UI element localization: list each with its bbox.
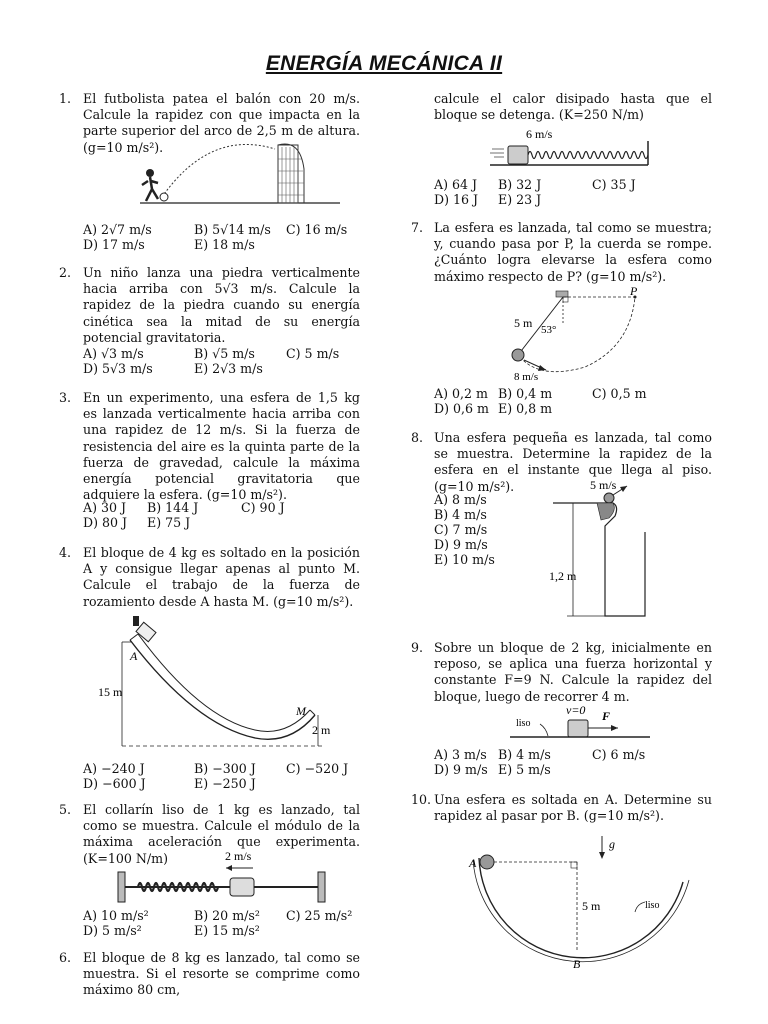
label-m: M (296, 704, 306, 718)
label-15m: 15 m (98, 685, 123, 699)
problem-1-option-d: D) 17 m/s (83, 237, 145, 252)
problem-9-text: Sobre un bloque de 2 kg, inicialmente en reposo, se aplica una fuerza horizontal y constante F=9 N. Calcule la rapidez del bloque, luego de recorrer 4 m. (434, 640, 712, 704)
problem-4-text: El bloque de 4 kg es soltado en la posición A y consigue llegar apenas al punto M. Calcule el trabajo de la fuerza de rozamiento desde A hasta M. (g=10 m/s²). (83, 545, 360, 609)
label-liso-10: liso (645, 900, 660, 911)
problem-1-option-c: C) 16 m/s (286, 222, 348, 237)
label-v0: v=0 (566, 703, 586, 717)
problem-5-text: El collarín liso de 1 kg es lanzado, tal como se muestra. Calcule el módulo de la máxima aceleración que experimenta. (K=100 N/m) (83, 802, 360, 866)
problem-4-option-b: B) −300 J (194, 761, 256, 776)
problem-2-option-c: C) 5 m/s (286, 346, 340, 361)
label-6ms: 6 m/s (526, 127, 553, 141)
figure-7-pendulum (510, 285, 660, 385)
problem-5-option-b: B) 20 m/s² (194, 908, 260, 923)
label-8ms: 8 m/s (514, 371, 539, 383)
problem-9-option-b: B) 4 m/s (498, 747, 551, 762)
problem-2-number: 2. (59, 265, 72, 280)
problem-9-option-a: A) 3 m/s (434, 747, 487, 762)
problem-7-option-c: C) 0,5 m (592, 386, 647, 401)
figure-6-spring (490, 125, 650, 170)
problem-9-option-e: E) 5 m/s (498, 762, 551, 777)
problem-4-number: 4. (59, 545, 72, 560)
problem-5-option-a: A) 10 m/s² (83, 908, 149, 923)
problem-5-option-c: C) 25 m/s² (286, 908, 353, 923)
label-p: P (630, 284, 638, 298)
problem-9-option-c: C) 6 m/s (592, 747, 646, 762)
problem-1-option-e: E) 18 m/s (194, 237, 255, 252)
problem-8-option-c: C) 7 m/s (434, 522, 488, 537)
problem-7-option-d: D) 0,6 m (434, 401, 489, 416)
page-title: ENERGÍA MECÁNICA II (265, 52, 503, 75)
problem-8-option-b: B) 4 m/s (434, 507, 487, 522)
problem-6-option-d: D) 16 J (434, 192, 479, 207)
label-f: F (602, 709, 611, 723)
label-53deg: 53° (541, 324, 557, 336)
problem-8-text: Una esfera pequeña es lanzada, tal como se muestra. Determine la rapidez de la esfera en el instante que llega al piso. (g=10 m/s²). (434, 430, 712, 494)
label-5ms-8: 5 m/s (590, 478, 617, 492)
label-1-2m: 1,2 m (549, 569, 577, 583)
problem-7-number: 7. (411, 220, 424, 235)
problem-6-option-e: E) 23 J (498, 192, 542, 207)
problem-10-number: 10. (411, 792, 432, 807)
problem-6-option-a: A) 64 J (434, 177, 478, 192)
problem-8-option-d: D) 9 m/s (434, 537, 488, 552)
figure-1-soccer (140, 139, 340, 207)
problem-9-option-d: D) 9 m/s (434, 762, 488, 777)
problem-2-option-d: D) 5√3 m/s (83, 361, 153, 376)
problem-1-option-a: A) 2√7 m/s (83, 222, 152, 237)
problem-3-option-c: C) 90 J (241, 500, 285, 515)
problem-3-option-b: B) 144 J (147, 500, 199, 515)
label-g: g (609, 837, 615, 851)
problem-7-option-b: B) 0,4 m (498, 386, 553, 401)
label-a-10: A (469, 856, 477, 870)
problem-5-number: 5. (59, 802, 72, 817)
problem-4-option-a: A) −240 J (83, 761, 145, 776)
problem-3-number: 3. (59, 390, 72, 405)
problem-7-text: La esfera es lanzada, tal como se muestra; y, cuando pasa por P, la cuerda se rompe. ¿Cuánto logra elevarse la esfera como máximo respecto de P? (g=10 m/s²). (434, 220, 712, 284)
problem-2-option-b: B) √5 m/s (194, 346, 255, 361)
problem-2-option-a: A) √3 m/s (83, 346, 144, 361)
problem-1-text: El futbolista patea el balón con 20 m/s. Calcule la rapidez con que impacta en la parte superior del arco de 2,5 m de altura. (g=10 m/s²). (83, 91, 360, 155)
problem-4-option-d: D) −600 J (83, 776, 146, 791)
figure-10-track (465, 832, 700, 972)
problem-8-option-e: E) 10 m/s (434, 552, 495, 567)
problem-6-option-b: B) 32 J (498, 177, 542, 192)
problem-6-number: 6. (59, 950, 72, 965)
problem-3-option-a: A) 30 J (83, 500, 127, 515)
label-2m: 2 m (312, 723, 331, 737)
problem-6-text: El bloque de 8 kg es lanzado, tal como se muestra. Si el resorte se comprime como máximo 80 cm, (83, 950, 360, 998)
label-b: B (573, 957, 581, 971)
problem-8-option-a: A) 8 m/s (434, 492, 487, 507)
label-5m: 5 m (514, 316, 533, 330)
figure-5-collar (118, 848, 338, 906)
problem-6-text-continued: calcule el calor disipado hasta que el bloque se detenga. (K=250 N/m) (434, 91, 712, 123)
figure-8-cliff (545, 476, 655, 626)
figure-9-block (510, 702, 660, 740)
problem-3-option-d: D) 80 J (83, 515, 128, 530)
label-liso-9: liso (516, 718, 531, 729)
problem-4-option-c: C) −520 J (286, 761, 349, 776)
problem-3-text: En un experimento, una esfera de 1,5 kg es lanzada verticalmente hacia arriba con una rapidez de 12 m/s. Si la fuerza de resistencia del aire es la quinta parte de la fuerza de gravedad, calcule la máxima energía potencial gravitatoria que adquiere la esfera. (g=10 m/s²). (83, 390, 360, 503)
problem-4-option-e: E) −250 J (194, 776, 256, 791)
problem-10-text: Una esfera es soltada en A. Determine su rapidez al pasar por B. (g=10 m/s²). (434, 792, 712, 824)
problem-9-number: 9. (411, 640, 424, 655)
label-5m-10: 5 m (582, 899, 601, 913)
label-2ms: 2 m/s (225, 849, 252, 863)
problem-1-number: 1. (59, 91, 72, 106)
label-a: A (130, 649, 138, 663)
problem-8-number: 8. (411, 430, 424, 445)
problem-7-option-e: E) 0,8 m (498, 401, 553, 416)
problem-5-option-e: E) 15 m/s² (194, 923, 260, 938)
problem-6-option-c: C) 35 J (592, 177, 636, 192)
problem-3-option-e: E) 75 J (147, 515, 191, 530)
problem-7-option-a: A) 0,2 m (434, 386, 488, 401)
problem-1-option-b: B) 5√14 m/s (194, 222, 271, 237)
problem-2-text: Un niño lanza una piedra verticalmente hacia arriba con 5√3 m/s. Calcule la rapidez de la piedra cuando su energía cinética sea la mitad de su energía potencial gravitatoria. (83, 265, 360, 345)
problem-2-option-e: E) 2√3 m/s (194, 361, 263, 376)
problem-5-option-d: D) 5 m/s² (83, 923, 142, 938)
figure-4-track (100, 610, 340, 755)
